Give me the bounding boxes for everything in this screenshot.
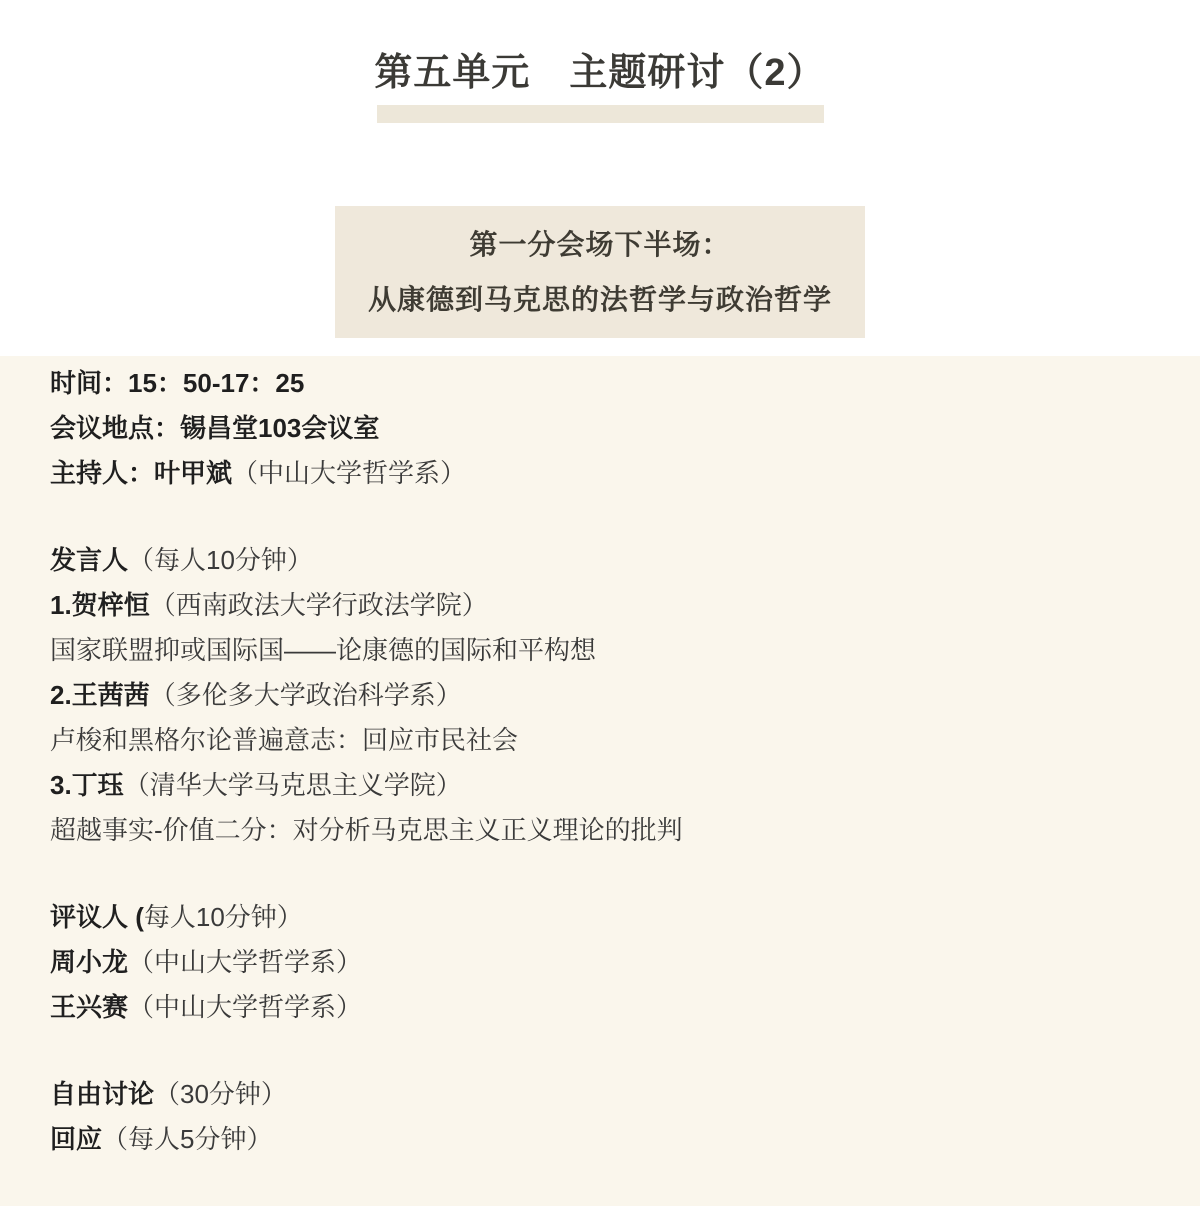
page-title: 第五单元 主题研讨（2） [374, 52, 826, 94]
speaker-3-name: 3.丁珏 [50, 770, 124, 800]
speaker-1-paper-title: 国家联盟抑或国际国——论康德的国际和平构想 [50, 635, 597, 665]
host-name: 主持人：叶甲斌 [50, 458, 233, 488]
speaker-2-line [50, 673, 1160, 718]
discussant-1-name: 周小龙 [50, 947, 129, 977]
speaker-1-name: 1.贺梓恒 [50, 590, 150, 620]
speaker-1-line [50, 583, 1160, 628]
schedule-body [0, 356, 1200, 1206]
speaker-3-paper-title: 超越事实-价值二分：对分析马克思主义正义理论的批判 [50, 815, 683, 845]
speakers-label: 发言人 [50, 545, 129, 575]
speaker-1-affiliation: （西南政法大学行政法学院） [149, 590, 488, 620]
discussant-1-line [50, 940, 1160, 985]
discussants-duration: 每人10分钟） [143, 902, 303, 932]
time-line [50, 361, 1160, 406]
venue-text: 会议地点：锡昌堂103会议室 [50, 413, 380, 443]
host-affiliation: （中山大学哲学系） [232, 458, 467, 488]
discussant-2-line [50, 985, 1160, 1030]
free-discussion-duration: （30分钟） [154, 1079, 287, 1109]
title-underline-bar [377, 105, 824, 123]
speaker-2-paper-title: 卢梭和黑格尔论普遍意志：回应市民社会 [50, 725, 519, 755]
speaker-2-name: 2.王茜茜 [50, 680, 150, 710]
discussants-header-line [50, 895, 1160, 940]
section-discussion [50, 1072, 1160, 1162]
response-duration: （每人5分钟） [102, 1124, 273, 1154]
discussant-2-name: 王兴赛 [50, 992, 129, 1022]
session-title-line-1: 第一分会场下半场： [469, 229, 731, 260]
speakers-header-line [50, 538, 1160, 583]
host-line [50, 451, 1160, 496]
discussants-label: 评议人 ( [50, 902, 144, 932]
speaker-2-affiliation: （多伦多大学政治科学系） [149, 680, 462, 710]
discussant-1-affiliation: （中山大学哲学系） [128, 947, 363, 977]
response-label: 回应 [50, 1124, 103, 1154]
free-discussion-label: 自由讨论 [50, 1079, 155, 1109]
speakers-duration: （每人10分钟） [128, 545, 313, 575]
section-speakers [50, 538, 1160, 853]
speaker-3-line [50, 763, 1160, 808]
speaker-3-affiliation: （清华大学马克思主义学院） [123, 770, 462, 800]
discussant-2-affiliation: （中山大学哲学系） [128, 992, 363, 1022]
response-line [50, 1117, 1160, 1162]
session-title-line-2: 从康德到马克思的法哲学与政治哲学 [367, 284, 832, 315]
session-title-box [335, 206, 865, 338]
free-discussion-line [50, 1072, 1160, 1117]
section-meta [50, 361, 1160, 496]
section-discussants [50, 895, 1160, 1030]
time-text: 时间：15：50-17：25 [50, 368, 305, 398]
venue-line [50, 406, 1160, 451]
